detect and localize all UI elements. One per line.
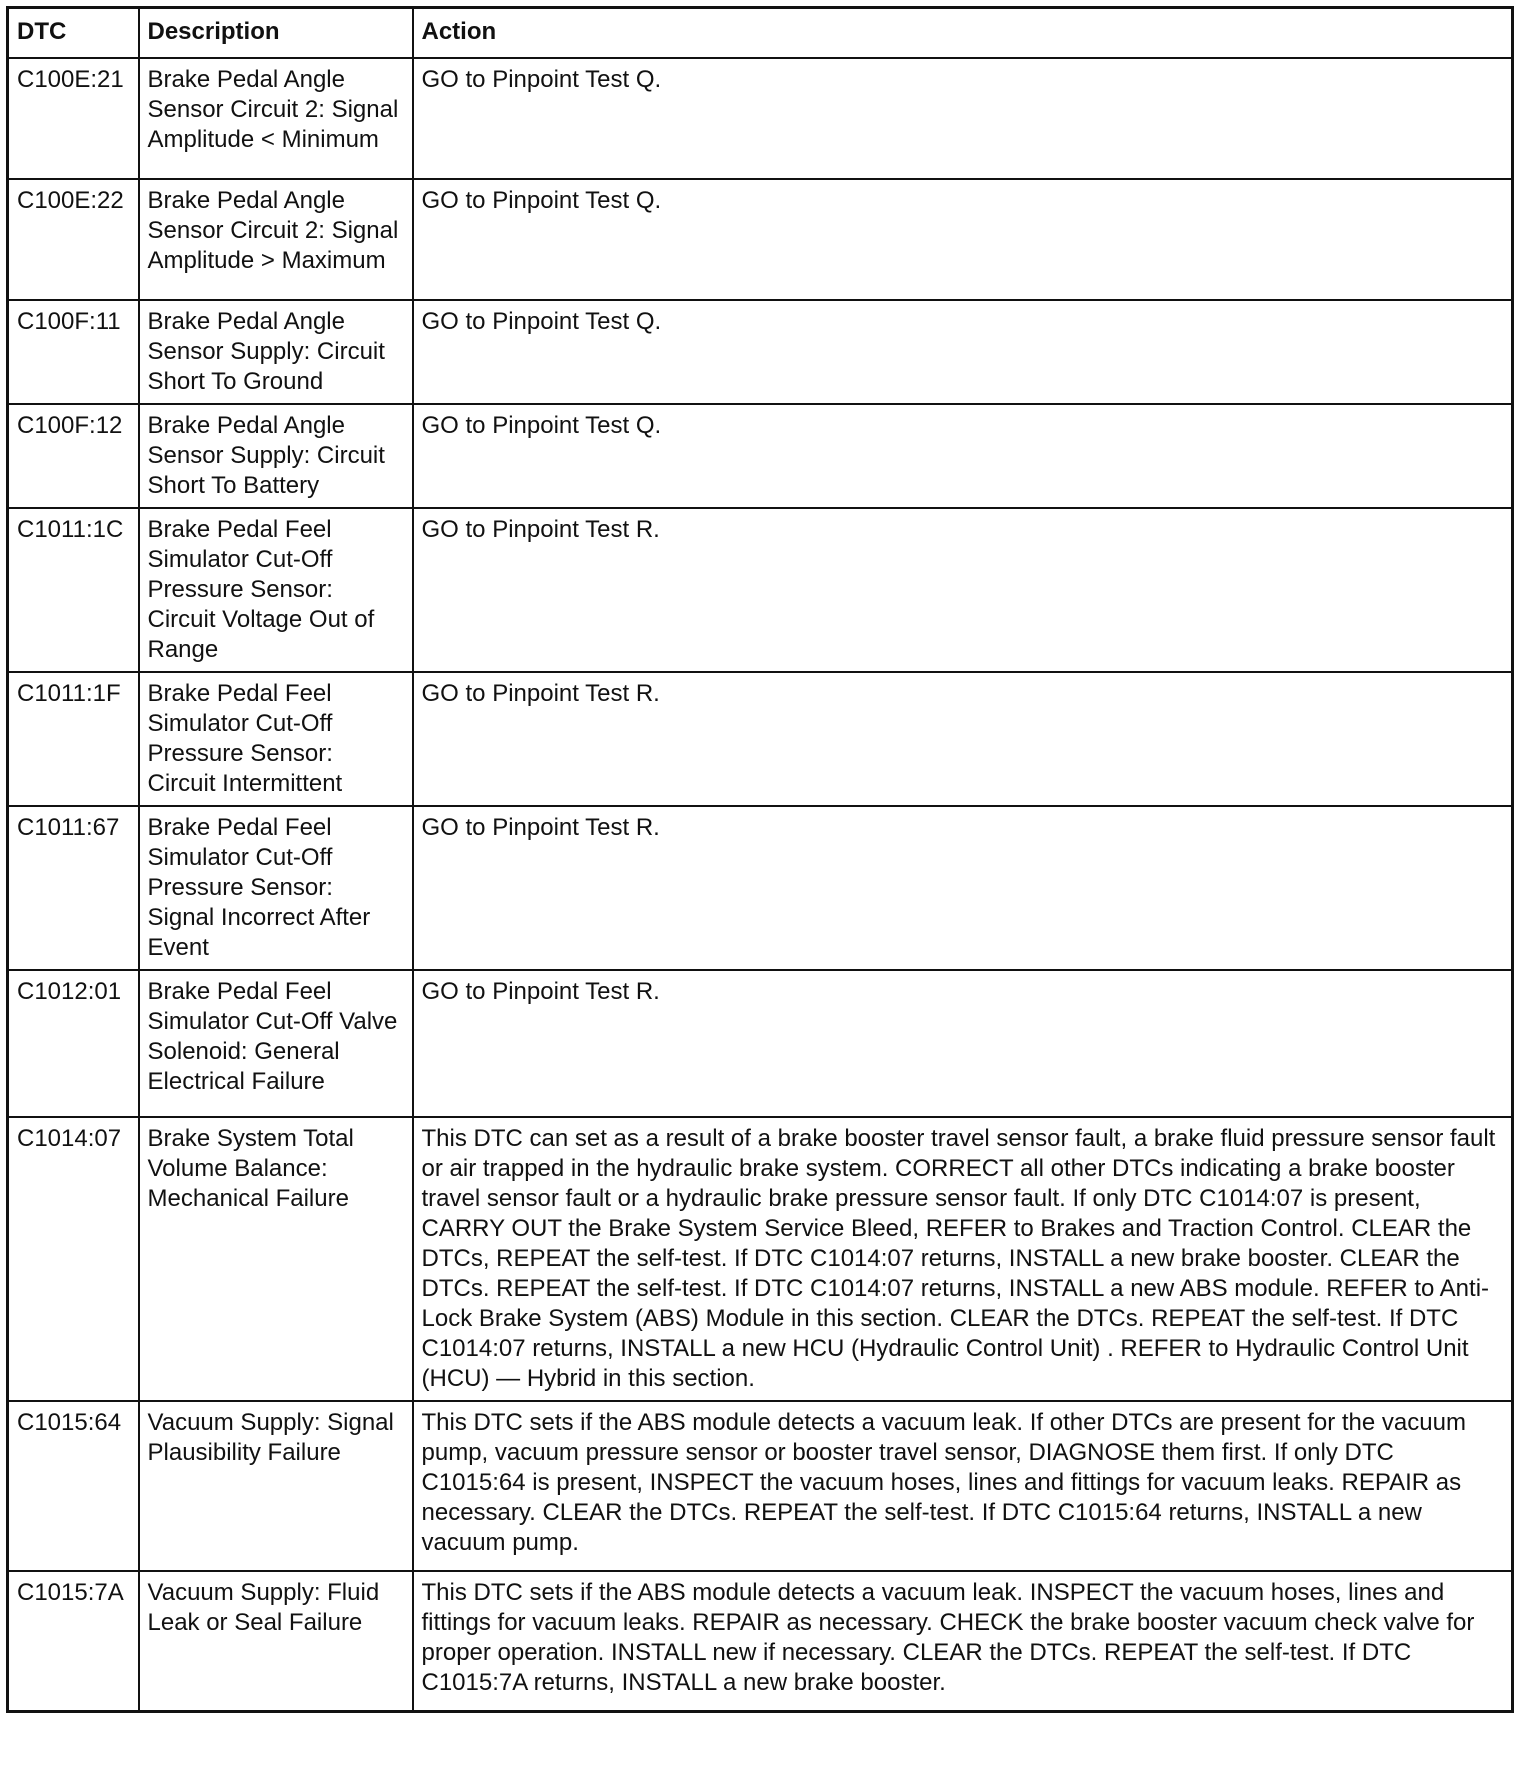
table-row — [8, 508, 1513, 672]
table-row — [8, 1401, 1513, 1571]
table-row — [8, 806, 1513, 970]
header-action: Action — [413, 8, 1513, 59]
header-description: Description — [139, 8, 413, 59]
action-cell: This DTC can set as a result of a brake booster travel sensor fault, a brake fluid pressure sensor fault or air trapped in the hydraulic brake system. CORRECT all other DTCs indicating a brake booster travel sensor fault or a hydraulic brake pressure sensor fault. If only DTC C1014:07 is present, CARRY OUT the Brake System Service Bleed, REFER to Brakes and Traction Control. CLEAR the DTCs, REPEAT the self-test. If DTC C1014:07 returns, INSTALL a new brake booster. CLEAR the DTCs. REPEAT the self-test. If DTC C1014:07 returns, INSTALL a new ABS module. REFER to Anti-Lock Brake System (ABS) Module in this section. CLEAR the DTCs. REPEAT the self-test. If DTC C1014:07 returns, INSTALL a new HCU (Hydraulic Control Unit) . REFER to Hydraulic Control Unit (HCU) — Hybrid in this section. — [413, 1117, 1513, 1401]
table-row — [8, 672, 1513, 806]
dtc-code-cell: C100F:12 — [8, 404, 139, 508]
description-cell: Vacuum Supply: Signal Plausibility Failure — [139, 1401, 413, 1571]
header-dtc: DTC — [8, 8, 139, 59]
table-row — [8, 58, 1513, 179]
table-row — [8, 1117, 1513, 1401]
description-cell: Brake Pedal Angle Sensor Circuit 2: Signal Amplitude < Minimum — [139, 58, 413, 179]
table-row — [8, 300, 1513, 404]
description-cell: Brake Pedal Feel Simulator Cut-Off Pressure Sensor: Circuit Voltage Out of Range — [139, 508, 413, 672]
table-row — [8, 970, 1513, 1117]
description-cell: Brake Pedal Feel Simulator Cut-Off Pressure Sensor: Signal Incorrect After Event — [139, 806, 413, 970]
action-cell: GO to Pinpoint Test Q. — [413, 404, 1513, 508]
table-row — [8, 1571, 1513, 1711]
dtc-code-cell: C1014:07 — [8, 1117, 139, 1401]
dtc-code-cell: C1015:64 — [8, 1401, 139, 1571]
table-header — [8, 8, 1513, 59]
description-cell: Brake System Total Volume Balance: Mechanical Failure — [139, 1117, 413, 1401]
action-cell: GO to Pinpoint Test Q. — [413, 179, 1513, 300]
header-row — [8, 8, 1513, 59]
dtc-table — [6, 6, 1514, 1713]
action-cell: GO to Pinpoint Test Q. — [413, 300, 1513, 404]
dtc-code-cell: C100E:22 — [8, 179, 139, 300]
dtc-code-cell: C100F:11 — [8, 300, 139, 404]
description-cell: Vacuum Supply: Fluid Leak or Seal Failure — [139, 1571, 413, 1711]
description-cell: Brake Pedal Angle Sensor Supply: Circuit Short To Ground — [139, 300, 413, 404]
action-cell: GO to Pinpoint Test R. — [413, 672, 1513, 806]
description-cell: Brake Pedal Feel Simulator Cut-Off Valve Solenoid: General Electrical Failure — [139, 970, 413, 1117]
table-body — [8, 58, 1513, 1711]
action-cell: GO to Pinpoint Test R. — [413, 508, 1513, 672]
description-cell: Brake Pedal Angle Sensor Circuit 2: Signal Amplitude > Maximum — [139, 179, 413, 300]
dtc-code-cell: C1012:01 — [8, 970, 139, 1117]
action-cell: GO to Pinpoint Test R. — [413, 970, 1513, 1117]
dtc-code-cell: C1011:1F — [8, 672, 139, 806]
action-cell: This DTC sets if the ABS module detects a vacuum leak. If other DTCs are present for the vacuum pump, vacuum pressure sensor or booster travel sensor, DIAGNOSE them first. If only DTC C1015:64 is present, INSPECT the vacuum hoses, lines and fittings for vacuum leaks. REPAIR as necessary. CLEAR the DTCs. REPEAT the self-test. If DTC C1015:64 returns, INSTALL a new vacuum pump. — [413, 1401, 1513, 1571]
table-row — [8, 179, 1513, 300]
dtc-code-cell: C100E:21 — [8, 58, 139, 179]
dtc-code-cell: C1011:67 — [8, 806, 139, 970]
description-cell: Brake Pedal Feel Simulator Cut-Off Pressure Sensor: Circuit Intermittent — [139, 672, 413, 806]
dtc-code-cell: C1011:1C — [8, 508, 139, 672]
description-cell: Brake Pedal Angle Sensor Supply: Circuit Short To Battery — [139, 404, 413, 508]
dtc-code-cell: C1015:7A — [8, 1571, 139, 1711]
table-row — [8, 404, 1513, 508]
action-cell: This DTC sets if the ABS module detects a vacuum leak. INSPECT the vacuum hoses, lines and fittings for vacuum leaks. REPAIR as necessary. CHECK the brake booster vacuum check valve for proper operation. INSTALL new if necessary. CLEAR the DTCs. REPEAT the self-test. If DTC C1015:7A returns, INSTALL a new brake booster. — [413, 1571, 1513, 1711]
action-cell: GO to Pinpoint Test R. — [413, 806, 1513, 970]
action-cell: GO to Pinpoint Test Q. — [413, 58, 1513, 179]
